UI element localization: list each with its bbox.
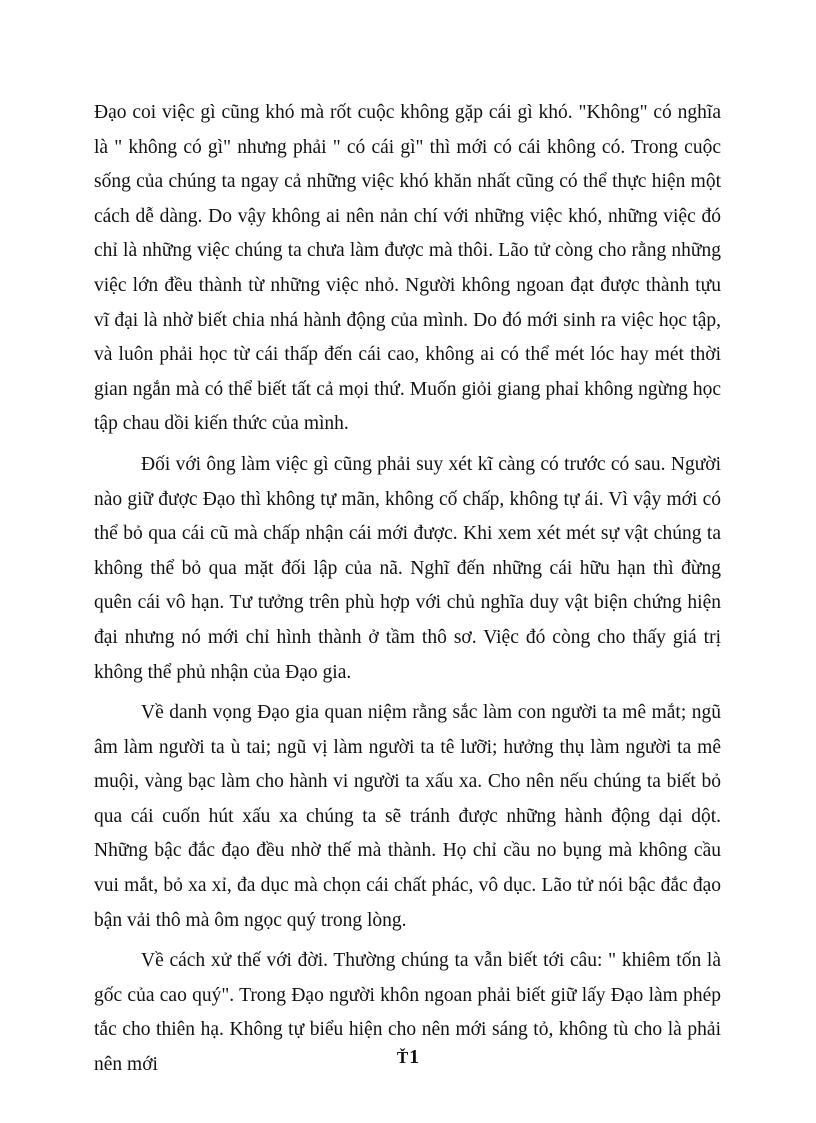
footer-mark: Ť — [396, 1048, 409, 1067]
paragraph-4: Về cách xử thế với đời. Thường chúng ta vẫn biết tới câu: " khiêm tốn là gốc của cao quý". Trong Đạo người khôn ngoan phải biết giữ lấy Đạo làm phép tắc cho thiên hạ. Không tự biểu hiện cho nên mới sáng tỏ, không tù cho là phải nên mới — [94, 950, 721, 1076]
page-footer — [0, 1046, 816, 1069]
paragraph-3: Về danh vọng Đạo gia quan niệm rằng sắc làm con người ta mê mắt; ngũ âm làm người ta ù tai; ngũ vị làm người ta tê lưỡi; hưởng thụ làm người ta mê muội, vàng bạc làm cho hành vi người ta xấu xa. Cho nên nếu chúng ta biết bỏ qua cái cuốn hút xấu xa chúng ta sẽ tránh được những hành động dại dột. Những bậc đắc đạo đều nhờ thế mà thành. Họ chỉ cầu no bụng mà không cầu vui mắt, bỏ xa xỉ, đa dục mà chọn cái chất phác, vô dục. Lão tử nói bậc đắc đạo bận vải thô mà ôm ngọc quý trong lòng. — [94, 702, 721, 931]
paragraph-1: Đạo coi việc gì cũng khó mà rốt cuộc không gặp cái gì khó. "Không" có nghĩa là " không có gì" nhưng phải " có cái gì" thì mới có cái không có. Trong cuộc sống của chúng ta ngay cả những việc khó khăn nhất cũng có thể thực hiện một cách dễ dàng. Do vậy không ai nên nản chí với những việc khó, những việc đó chỉ là những việc chúng ta chưa làm được mà thôi. Lão tử còng cho rằng những việc lớn đều thành từ những việc nhỏ. Người không ngoan đạt được thành tựu vĩ đại là nhờ biết chia nhá hành động của mình. Do đó mới sinh ra việc học tập, và luôn phải học từ cái thấp đến cái cao, không ai có thể mét lóc hay mét thời gian ngắn mà có thể biết tất cả mọi thứ. Muốn giỏi giang phaỉ không ngừng học tập chau dồi kiến thức của mình. — [94, 102, 721, 435]
paragraph-2: Đối với ông làm việc gì cũng phải suy xét kĩ càng có trước có sau. Người nào giữ được Đạo thì không tự mãn, không cố chấp, không tự ái. Vì vậy mới có thể bỏ qua cái cũ mà chấp nhận cái mới được. Khi xem xét mét sự vật chúng ta không thể bỏ qua mặt đối lập của nã. Nghĩ đến những cái hữu hạn thì đừng quên cái vô hạn. Tư tưởng trên phù hợp với chủ nghĩa duy vật biện chứng hiện đại nhưng nó mới chỉ hình thành ở tầm thô sơ. Việc đó còng cho thấy giá trị không thể phủ nhận của Đạo gia. — [94, 453, 721, 683]
body-text — [94, 96, 721, 1089]
page-number: 1 — [409, 1046, 420, 1068]
